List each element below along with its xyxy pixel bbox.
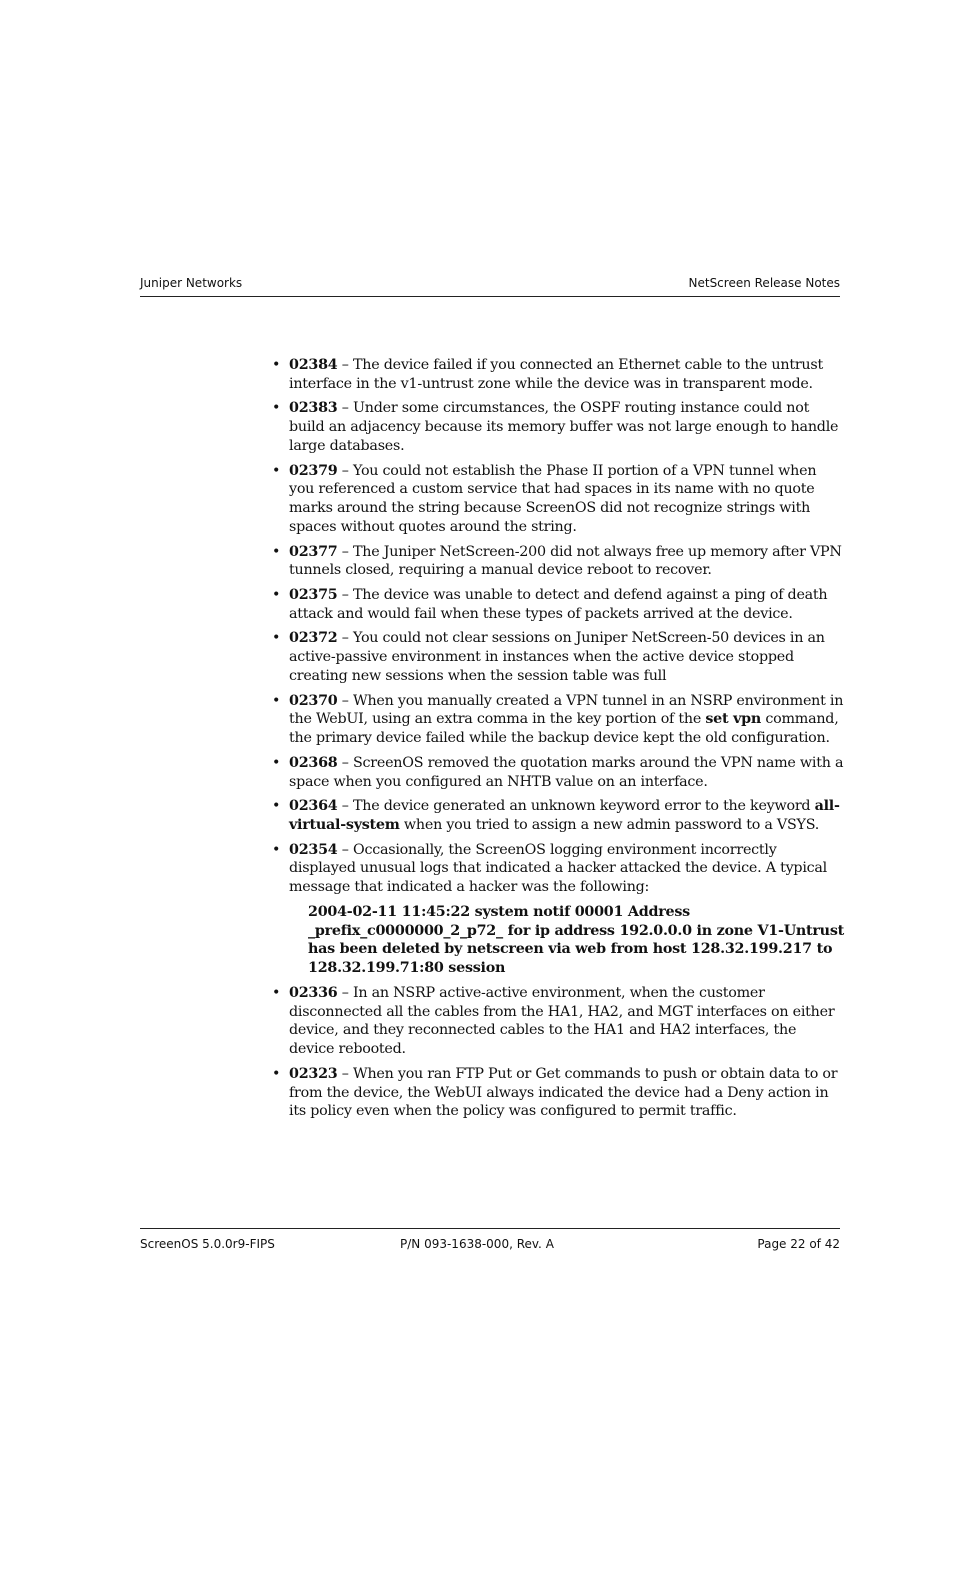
- bug-description: Under some circumstances, the OSPF routing instance could not build an adjacency because its memory buffer was not large enough to handle large databases.: [289, 400, 839, 454]
- list-item: [272, 399, 844, 455]
- bug-id: 02375: [289, 586, 338, 603]
- bug-description: In an NSRP active-active environment, when the customer disconnected all the cables from the HA1, HA2, and MGT interfaces on either device, and they reconnected cables to the HA1 and HA2 interfaces, the device rebooted.: [289, 984, 835, 1058]
- bug-id: 02383: [289, 400, 338, 417]
- bullet: •: [272, 357, 281, 373]
- bug-id: 02384: [289, 357, 338, 373]
- bullet: •: [272, 630, 281, 647]
- bug-description: Occasionally, the ScreenOS logging environment incorrectly displayed unusual logs that indicated a hacker attacked the device. A typical message that indicated a hacker was the following:: [289, 841, 827, 896]
- cli-keyword: all-virtual-system: [289, 798, 840, 833]
- list-item: [272, 1065, 844, 1121]
- bug-description: The Juniper NetScreen-200 did not always free up memory after VPN tunnels closed, requiring a manual device reboot to recover.: [289, 543, 842, 579]
- bug-id: 02354: [289, 841, 338, 858]
- fixed-issues-list: [272, 356, 844, 1127]
- separator: –: [337, 630, 353, 647]
- bug-description: The device failed if you connected an Ethernet cable to the untrust interface in the v1-untrust zone while the device was in transparent mode.: [289, 357, 823, 392]
- footer-product-version: ScreenOS 5.0.0r9-FIPS: [140, 1237, 275, 1251]
- separator: –: [337, 462, 353, 479]
- list-item: [272, 841, 844, 979]
- separator: –: [337, 543, 353, 560]
- list-item: [272, 629, 844, 685]
- list-item: [272, 586, 844, 624]
- list-item: [272, 356, 844, 394]
- cli-command: set vpn: [705, 711, 762, 728]
- bullet: •: [272, 692, 281, 709]
- bug-description: You could not clear sessions on Juniper NetScreen-50 devices in an active-passive environment in instances when the active device stopped creating new sessions when the session table was full: [289, 630, 825, 684]
- bug-id: 02372: [289, 630, 338, 647]
- list-item: [272, 984, 844, 1059]
- header-doc-title: NetScreen Release Notes: [688, 276, 840, 290]
- list-item: [272, 692, 844, 748]
- separator: –: [337, 841, 353, 858]
- page-header: [140, 275, 840, 297]
- bullet: •: [272, 984, 281, 1001]
- bullet: •: [272, 543, 281, 560]
- separator: –: [337, 798, 353, 815]
- bullet: •: [272, 400, 281, 417]
- bug-description-end: when you tried to assign a new admin password to a VSYS.: [399, 816, 820, 833]
- list-item: [272, 797, 844, 835]
- bullet: •: [272, 754, 281, 771]
- separator: –: [337, 754, 353, 771]
- list-item: [272, 462, 844, 537]
- list-item: [272, 754, 844, 792]
- bug-id: 02377: [289, 543, 338, 560]
- bug-id: 02370: [289, 692, 338, 709]
- bullet: •: [272, 462, 281, 479]
- separator: –: [337, 400, 353, 417]
- bug-description-start: The device generated an unknown keyword error to the keyword: [353, 798, 815, 815]
- bug-id: 02379: [289, 462, 338, 479]
- bug-description-end: command, the primary device failed while the backup device kept the old configuration.: [289, 711, 839, 747]
- separator: –: [337, 1065, 353, 1082]
- bug-description: When you ran FTP Put or Get commands to push or obtain data to or from the device, the WebUI always indicated the device had a Deny action in its policy even when the policy was configured to permit traffic.: [289, 1065, 838, 1120]
- bullet: •: [272, 841, 281, 858]
- bug-id: 02323: [289, 1065, 338, 1082]
- header-company: Juniper Networks: [140, 276, 243, 290]
- bug-description: You could not establish the Phase II portion of a VPN tunnel when you referenced a custom service that had spaces in its name with no quote marks around the string because ScreenOS did not recognize strings with spaces without quotes around the string.: [289, 462, 817, 535]
- bug-description: The device was unable to detect and defend against a ping of death attack and would fail when these types of packets arrived at the device.: [289, 586, 828, 622]
- bug-description: ScreenOS removed the quotation marks around the VPN name with a space when you configured an NHTB value on an interface.: [289, 754, 844, 790]
- separator: –: [337, 357, 353, 373]
- footer-page-number: Page 22 of 42: [757, 1237, 840, 1251]
- bug-id: 02336: [289, 984, 338, 1001]
- list-item: [272, 543, 844, 581]
- separator: –: [337, 586, 353, 603]
- bullet: •: [272, 586, 281, 603]
- bullet: •: [272, 1065, 281, 1082]
- bug-id: 02368: [289, 754, 338, 771]
- bug-description-start: When you manually created a VPN tunnel in an NSRP environment in the WebUI, using an extra comma in the key portion of the: [289, 692, 844, 728]
- footer-part-number: P/N 093-1638-000, Rev. A: [400, 1237, 554, 1251]
- bullet: •: [272, 798, 281, 815]
- page-footer: [140, 1228, 840, 1253]
- separator: –: [337, 984, 353, 1001]
- separator: –: [337, 692, 353, 709]
- bug-id: 02364: [289, 798, 338, 815]
- log-message-example: 2004-02-11 11:45:22 system notif 00001 Address _prefix_c0000000_2_p72_ for ip address 192.0.0.0 in zone V1-Untrust has been deleted by netscreen via web from host 128.32.199.217 to 128.32.199.71:80 session: [308, 903, 844, 977]
